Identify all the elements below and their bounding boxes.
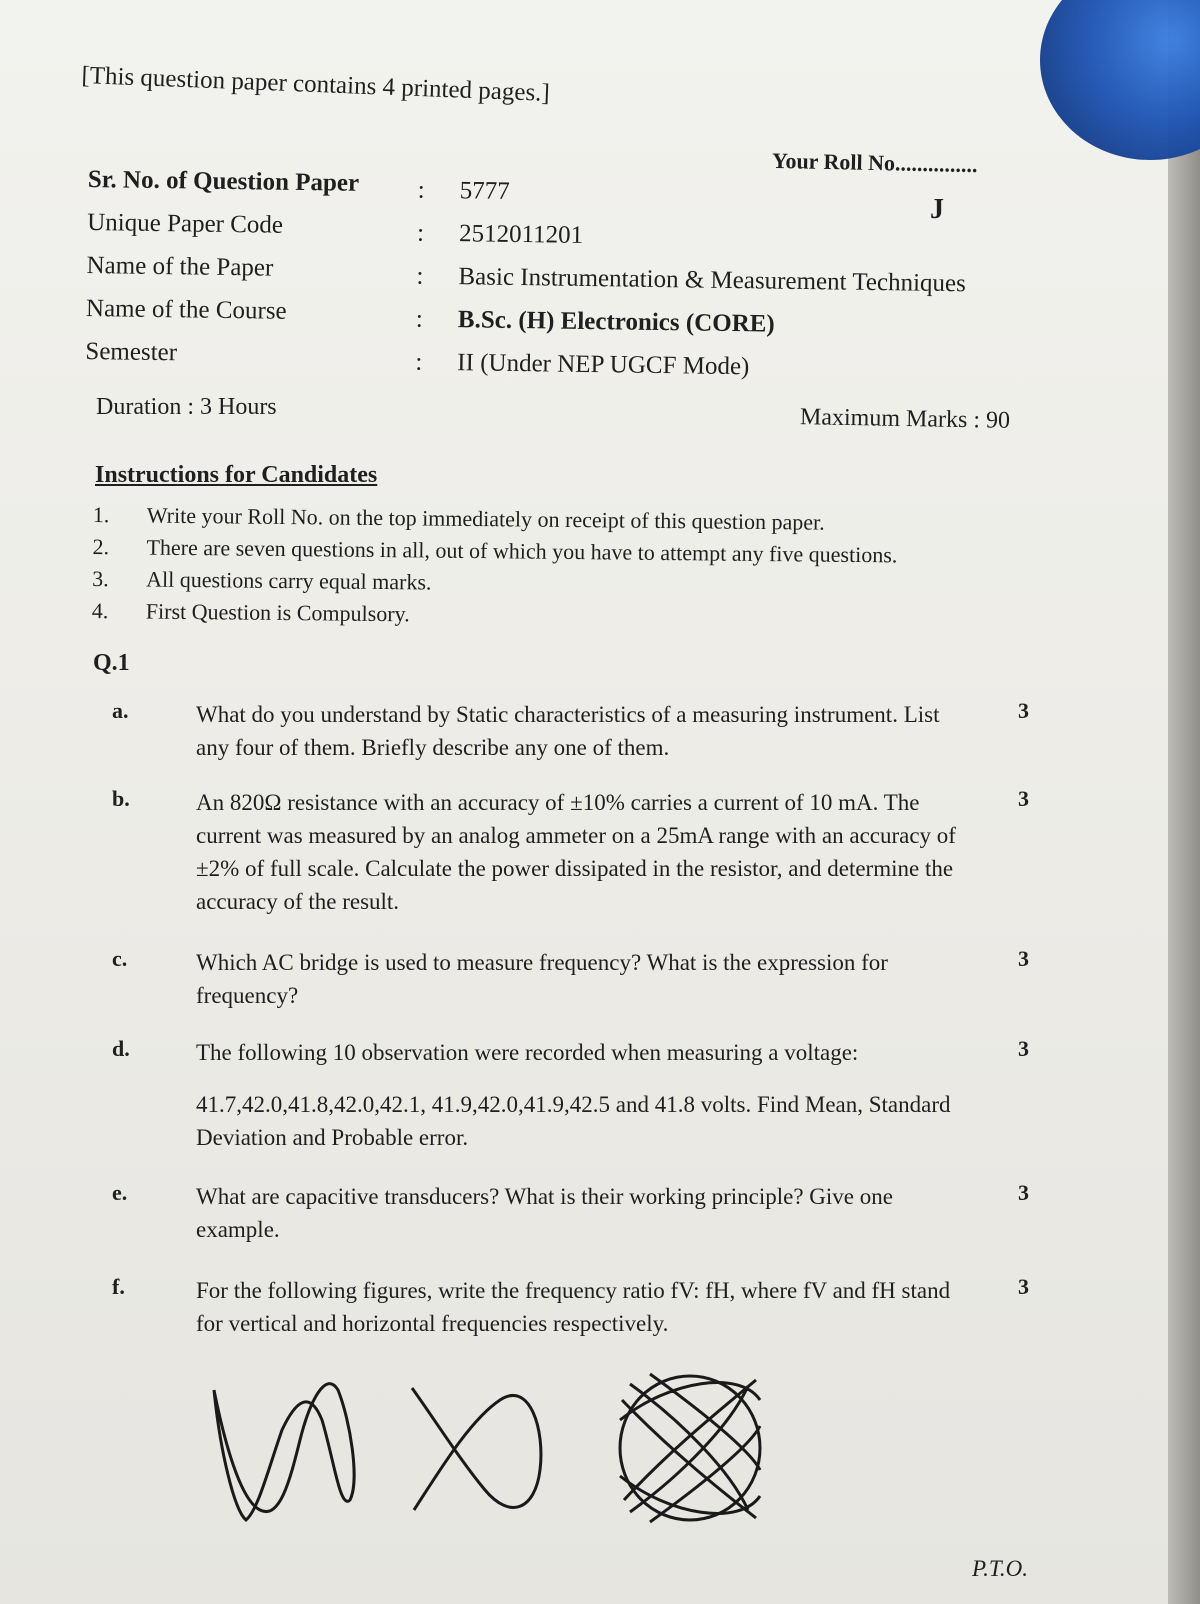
subquestion-text: Which AC bridge is used to measure frequency? What is the expression for frequency? bbox=[196, 950, 888, 1008]
duration: Duration : 3 Hours bbox=[96, 394, 277, 420]
please-turn-over: P.T.O. bbox=[972, 1556, 1029, 1581]
instruction-number: 2. bbox=[92, 533, 110, 560]
instruction-text: There are seven questions in all, out of which you have to attempt any five questions. bbox=[146, 534, 898, 568]
instruction-number: 1. bbox=[92, 502, 110, 528]
lissajous-figures bbox=[200, 1360, 800, 1540]
subquestion-text: The following 10 observation were recorded when measuring a voltage: bbox=[196, 1040, 859, 1065]
subquestion-marks: 3 bbox=[1018, 1274, 1029, 1299]
meta-label: Name of the Paper bbox=[86, 251, 274, 282]
meta-label: Semester bbox=[85, 337, 178, 367]
instruction-text: Write your Roll No. on the top immediately on receipt of this question paper. bbox=[146, 502, 825, 535]
header-note: [This question paper contains 4 printed pages.] bbox=[80, 62, 551, 107]
subquestion-text: What are capacitive transducers? What is their working principle? Give one example. bbox=[196, 1184, 893, 1242]
subquestion-letter: e. bbox=[112, 1180, 128, 1205]
paper-edge-shadow bbox=[1168, 0, 1200, 1604]
subquestion-text: An 820Ω resistance with an accuracy of ±10% carries a current of 10 mA. The current was measured by an analog ammeter on a 25mA range with an accuracy of ±2% of full scale. Calculate the power dissipated in the resistor, and determine the accuracy of the result. bbox=[196, 790, 956, 914]
subquestion-letter: b. bbox=[112, 786, 130, 811]
subquestion-marks: 3 bbox=[1018, 1036, 1029, 1061]
subquestion-letter: a. bbox=[112, 698, 129, 723]
set-letter: J bbox=[930, 194, 944, 225]
subquestion-d-data: 41.7,42.0,41.8,42.0,42.1, 41.9,42.0,41.9,42.5 and 41.8 volts. Find Mean, Standard Deviation and Probable error. bbox=[196, 1092, 951, 1150]
subquestion-marks: 3 bbox=[1018, 698, 1029, 723]
meta-colon: : bbox=[416, 219, 425, 247]
meta-label: Unique Paper Code bbox=[87, 208, 284, 239]
paper-metadata bbox=[85, 166, 1008, 394]
instruction-text: First Question is Compulsory. bbox=[145, 598, 410, 627]
meta-colon: : bbox=[416, 262, 424, 290]
subquestion-marks: 3 bbox=[1018, 786, 1029, 811]
maximum-marks: Maximum Marks : 90 bbox=[799, 404, 1011, 434]
meta-value: B.Sc. (H) Electronics (CORE) bbox=[457, 306, 775, 338]
lissajous-figure-1 bbox=[214, 1384, 354, 1520]
subquestion-marks: 3 bbox=[1018, 946, 1029, 971]
instructions-list bbox=[92, 502, 1033, 640]
meta-colon: : bbox=[415, 305, 424, 333]
instruction-number: 3. bbox=[92, 565, 109, 592]
meta-label: Sr. No. of Question Paper bbox=[87, 166, 360, 197]
instruction-number: 4. bbox=[91, 597, 109, 624]
subquestion-letter: c. bbox=[112, 946, 128, 971]
subquestion-marks: 3 bbox=[1018, 1180, 1029, 1205]
lissajous-figure-3 bbox=[620, 1376, 760, 1520]
subquestion-letter: d. bbox=[112, 1036, 130, 1061]
meta-value: II (Under NEP UGCF Mode) bbox=[457, 349, 750, 381]
instructions-title: Instructions for Candidates bbox=[95, 462, 378, 488]
subquestion-text: For the following figures, write the frequency ratio fV: fH, where fV and fH stand for vertical and horizontal frequencies respectively. bbox=[196, 1278, 951, 1336]
meta-label: Name of the Course bbox=[85, 294, 287, 325]
meta-value: 2512011201 bbox=[458, 220, 584, 249]
question-title: Q.1 bbox=[93, 650, 130, 676]
roll-no-field: Your Roll No............... bbox=[771, 147, 978, 178]
subquestion-letter: f. bbox=[112, 1274, 125, 1299]
subquestion-text: What do you understand by Static characteristics of a measuring instrument. List any four of them. Briefly describe any one of them. bbox=[196, 702, 940, 760]
meta-value: 5777 bbox=[459, 177, 510, 205]
meta-colon: : bbox=[415, 348, 423, 376]
lissajous-figure-2 bbox=[412, 1388, 541, 1510]
meta-colon: : bbox=[417, 176, 425, 204]
instruction-text: All questions carry equal marks. bbox=[146, 566, 432, 595]
meta-value: Basic Instrumentation & Measurement Techniques bbox=[458, 263, 967, 298]
